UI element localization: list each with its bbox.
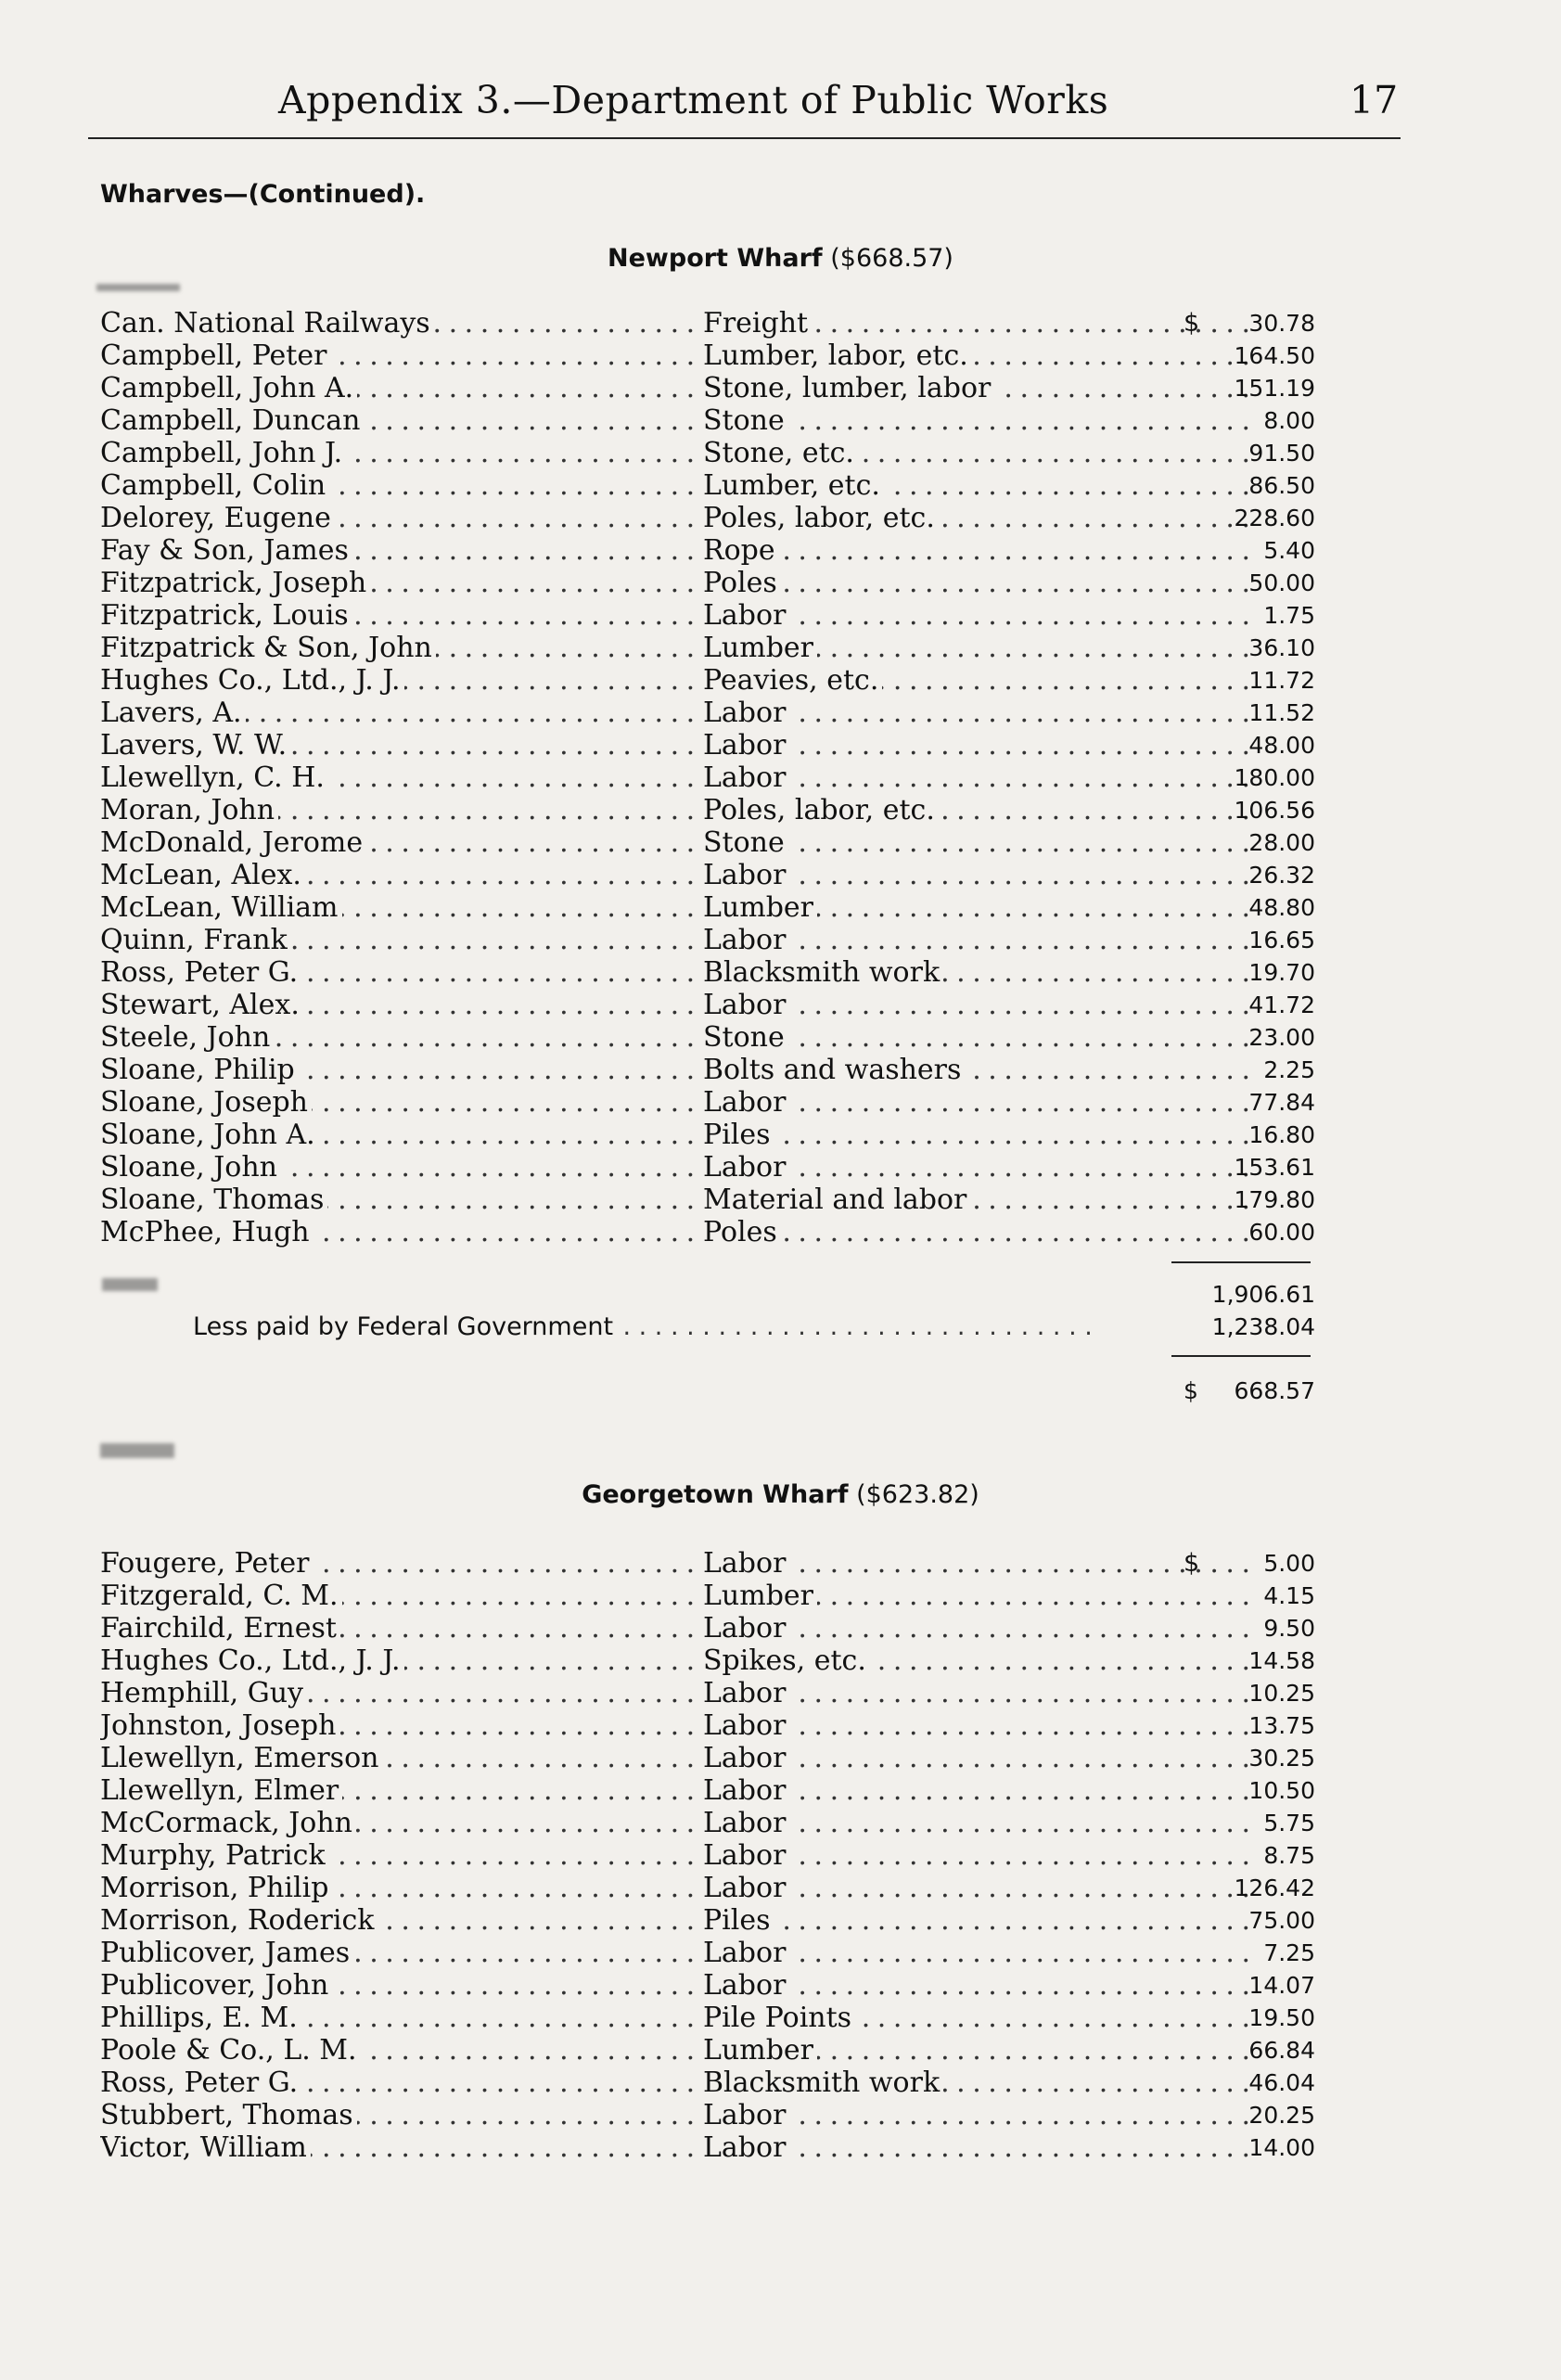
expense-amount: 228.60 [1234,505,1315,531]
header-rule [88,137,1401,139]
currency-sign: $ [1184,1549,1200,1578]
payee-name: Poole & Co., L. M. . . . [100,2034,703,2067]
expense-amount: 16.80 [1248,1121,1315,1148]
expense-item: Poles, labor, etc. . . . [703,502,1260,534]
payee-name: Sloane, John A. . . . [100,1119,703,1151]
payee-name: Delorey, Eugene . . . [100,502,703,534]
expense-row [100,1969,1315,2002]
payee-name: McCormack, John . . . [100,1807,703,1839]
expense-item: Labor . . . [703,1677,1260,1709]
expense-row [100,989,1315,1021]
expense-row [100,2034,1315,2067]
expense-amount: 1.75 [1263,602,1315,629]
payee-name: McLean, Alex. . . . [100,859,703,891]
newport-wharf-name: Newport Wharf [608,244,823,273]
payee-name: Fitzpatrick, Louis . . . [100,599,703,632]
payee-name: Llewellyn, Elmer . . . [100,1774,703,1807]
payee-name: Hemphill, Guy . . . [100,1677,703,1709]
net-rule [1171,1355,1311,1357]
payee-name: McDonald, Jerome . . . [100,826,703,859]
expense-item: Labor . . . [703,1547,1260,1580]
expense-item: Labor . . . [703,1086,1260,1119]
expense-amount: 10.25 [1248,1680,1315,1707]
newport-less-line [0,1311,1315,1343]
expense-amount: 41.72 [1248,992,1315,1018]
payee-name: McLean, William . . . [100,891,703,924]
expense-row [100,502,1315,534]
expense-amount: 151.19 [1234,375,1315,402]
expense-amount: 19.50 [1248,2004,1315,2031]
expense-row [100,1807,1315,1839]
expense-row [100,1677,1315,1709]
expense-row [100,761,1315,794]
expense-row [100,826,1315,859]
expense-row [100,1742,1315,1774]
newport-expense-list [100,307,1315,1248]
payee-name: Quinn, Frank . . . [100,924,703,956]
newport-subtotal-line [0,1278,1315,1311]
expense-item: Poles . . . [703,567,1260,599]
expense-item: Piles . . . [703,1904,1260,1937]
expense-amount: 5.40 [1263,537,1315,564]
expense-row [100,859,1315,891]
georgetown-expense-list [100,1547,1315,2164]
payee-name: Campbell, Peter . . . [100,339,703,372]
expense-item: Poles, labor, etc. . . . [703,794,1260,826]
expense-amount: 11.72 [1248,667,1315,694]
page-number: 17 [1350,78,1399,122]
payee-name: Stewart, Alex. . . . [100,989,703,1021]
expense-item: Stone, etc. . . . [703,437,1260,469]
expense-item: Lumber, etc. . . . [703,469,1260,502]
expense-amount: 30.25 [1248,1745,1315,1772]
payee-name: Phillips, E. M. . . . [100,2002,703,2034]
expense-amount: 13.75 [1248,1712,1315,1739]
payee-name: Sloane, Thomas . . . [100,1184,703,1216]
expense-row [100,632,1315,664]
expense-row [100,1547,1315,1580]
expense-row [100,404,1315,437]
payee-name: Campbell, John A. . . . [100,372,703,404]
subtotal-rule [1171,1261,1311,1263]
payee-name: Llewellyn, Emerson . . . [100,1742,703,1774]
expense-row [100,664,1315,697]
payee-name: Fitzgerald, C. M. . . . [100,1580,703,1612]
payee-name: Fitzpatrick, Joseph . . . [100,567,703,599]
expense-amount: 48.80 [1248,894,1315,921]
newport-net-amount: 668.57 [1234,1377,1315,1404]
expense-amount: 179.80 [1234,1186,1315,1213]
expense-item: Blacksmith work . . . [703,956,1260,989]
georgetown-wharf-total: ($623.82) [856,1480,979,1509]
newport-wharf-heading [0,244,1561,273]
expense-row [100,1904,1315,1937]
expense-item: Blacksmith work . . . [703,2067,1260,2099]
expense-amount: 180.00 [1234,764,1315,791]
payee-name: Sloane, Joseph . . . [100,1086,703,1119]
newport-subtotal: 1,906.61 [1211,1281,1315,1308]
expense-item: Labor . . . [703,599,1260,632]
expense-item: Lumber, labor, etc. . . . [703,339,1260,372]
expense-row [100,307,1315,339]
expense-item: Lumber . . . [703,1580,1260,1612]
expense-row [100,1216,1315,1248]
expense-row [100,1580,1315,1612]
expense-item: Stone . . . [703,404,1260,437]
payee-name: Fairchild, Ernest . . . [100,1612,703,1644]
expense-row [100,1709,1315,1742]
less-federal-amount: 1,238.04 [1211,1313,1315,1340]
expense-amount: 28.00 [1248,829,1315,856]
expense-row [100,1774,1315,1807]
expense-amount: 91.50 [1248,440,1315,467]
expense-amount: 19.70 [1248,959,1315,986]
expense-row [100,924,1315,956]
expense-amount: 5.75 [1263,1810,1315,1836]
expense-amount: 66.84 [1248,2037,1315,2064]
expense-amount: 75.00 [1248,1907,1315,1934]
payee-name: Lavers, A. . . . [100,697,703,729]
expense-row [100,1086,1315,1119]
expense-item: Stone . . . [703,826,1260,859]
expense-item: Material and labor . . . [703,1184,1260,1216]
payee-name: Fay & Son, James . . . [100,534,703,567]
expense-row [100,1184,1315,1216]
expense-amount: 153.61 [1234,1154,1315,1181]
payee-name: Moran, John . . . [100,794,703,826]
expense-row [100,1151,1315,1184]
expense-amount: 5.00 [1263,1550,1315,1577]
expense-row [100,1644,1315,1677]
expense-row [100,794,1315,826]
expense-amount: 2.25 [1263,1056,1315,1083]
payee-name: Lavers, W. W. . . . [100,729,703,761]
payee-name: McPhee, Hugh . . . [100,1216,703,1248]
expense-item: Stone, lumber, labor . . . [703,372,1260,404]
newport-wharf-total: ($668.57) [830,244,953,273]
expense-row [100,599,1315,632]
payee-name: Morrison, Philip . . . [100,1872,703,1904]
expense-item: Labor . . . [703,989,1260,1021]
expense-item: Spikes, etc. . . . [703,1644,1260,1677]
expense-amount: 20.25 [1248,2102,1315,2129]
payee-name: Victor, William . . . [100,2131,703,2164]
expense-row [100,437,1315,469]
expense-row [100,2067,1315,2099]
expense-item: Labor . . . [703,1969,1260,2002]
expense-item: Freight . . . [703,307,1260,339]
expense-amount: 11.52 [1248,699,1315,726]
expense-row [100,2002,1315,2034]
georgetown-wharf-heading [0,1480,1561,1509]
expense-item: Rope . . . [703,534,1260,567]
expense-amount: 46.04 [1248,2069,1315,2096]
expense-amount: 8.75 [1263,1842,1315,1869]
expense-item: Labor . . . [703,2099,1260,2131]
payee-name: Campbell, Duncan . . . [100,404,703,437]
payee-name: Steele, John . . . [100,1021,703,1054]
payee-name: Fougere, Peter . . . [100,1547,703,1580]
expense-row [100,891,1315,924]
expense-item: Labor . . . [703,1612,1260,1644]
net-currency: $ [1184,1377,1198,1404]
expense-item: Labor . . . [703,859,1260,891]
expense-item: Labor . . . [703,729,1260,761]
expense-item: Labor . . . [703,924,1260,956]
expense-row [100,2099,1315,2131]
expense-row [100,1937,1315,1969]
payee-name: Stubbert, Thomas . . . [100,2099,703,2131]
expense-item: Labor . . . [703,697,1260,729]
expense-amount: 16.65 [1248,927,1315,953]
section-title: Wharves—(Continued). [100,180,426,209]
expense-row [100,339,1315,372]
expense-amount: 30.78 [1248,310,1315,337]
expense-row [100,1021,1315,1054]
expense-amount: 106.56 [1234,797,1315,824]
currency-sign: $ [1184,309,1200,338]
expense-item: Peavies, etc. . . . [703,664,1260,697]
expense-amount: 26.32 [1248,862,1315,889]
expense-row [100,697,1315,729]
expense-amount: 7.25 [1263,1939,1315,1966]
expense-amount: 14.00 [1248,2134,1315,2161]
expense-row [100,1839,1315,1872]
expense-item: Labor . . . [703,1807,1260,1839]
print-smudge [100,1443,174,1458]
payee-name: Can. National Railways . . . [100,307,703,339]
expense-row [100,2131,1315,2164]
expense-amount: 4.15 [1263,1582,1315,1609]
payee-name: Johnston, Joseph . . . [100,1709,703,1742]
expense-item: Labor . . . [703,1937,1260,1969]
expense-amount: 8.00 [1263,407,1315,434]
expense-item: Labor . . . [703,1742,1260,1774]
expense-amount: 77.84 [1248,1089,1315,1116]
expense-amount: 14.07 [1248,1972,1315,1999]
expense-row [100,534,1315,567]
expense-item: Labor . . . [703,2131,1260,2164]
payee-name: Fitzpatrick & Son, John . . . [100,632,703,664]
expense-amount: 23.00 [1248,1024,1315,1051]
print-smudge [96,284,180,291]
expense-amount: 50.00 [1248,569,1315,596]
expense-row [100,1054,1315,1086]
expense-item: Pile Points . . . [703,2002,1260,2034]
expense-item: Labor . . . [703,761,1260,794]
expense-row [100,729,1315,761]
payee-name: Publicover, John . . . [100,1969,703,2002]
less-federal-label: Less paid by Federal Government . . . [193,1311,1139,1343]
expense-item: Lumber . . . [703,2034,1260,2067]
georgetown-wharf-name: Georgetown Wharf [582,1480,849,1509]
expense-item: Labor . . . [703,1872,1260,1904]
expense-item: Lumber . . . [703,632,1260,664]
expense-amount: 10.50 [1248,1777,1315,1804]
payee-name: Morrison, Roderick . . . [100,1904,703,1937]
newport-net-line [0,1375,1315,1407]
payee-name: Campbell, Colin . . . [100,469,703,502]
expense-item: Labor . . . [703,1839,1260,1872]
payee-name: Publicover, James . . . [100,1937,703,1969]
expense-amount: 60.00 [1248,1219,1315,1246]
payee-name: Murphy, Patrick . . . [100,1839,703,1872]
expense-row [100,469,1315,502]
expense-amount: 48.00 [1248,732,1315,759]
payee-name: Ross, Peter G. . . . [100,956,703,989]
payee-name: Sloane, Philip . . . [100,1054,703,1086]
expense-amount: 126.42 [1234,1875,1315,1901]
payee-name: Llewellyn, C. H. . . . [100,761,703,794]
expense-amount: 86.50 [1248,472,1315,499]
expense-item: Labor . . . [703,1774,1260,1807]
expense-item: Bolts and washers . . . [703,1054,1260,1086]
expense-item: Labor . . . [703,1709,1260,1742]
expense-row [100,1872,1315,1904]
expense-item: Poles . . . [703,1216,1260,1248]
running-head: Appendix 3.—Department of Public Works [278,78,1109,122]
expense-row [100,1612,1315,1644]
expense-item: Lumber . . . [703,891,1260,924]
expense-amount: 36.10 [1248,634,1315,661]
expense-item: Labor . . . [703,1151,1260,1184]
expense-row [100,567,1315,599]
expense-row [100,956,1315,989]
payee-name: Campbell, John J. . . . [100,437,703,469]
payee-name: Hughes Co., Ltd., J. J. . . . [100,1644,703,1677]
payee-name: Sloane, John . . . [100,1151,703,1184]
expense-amount: 164.50 [1234,342,1315,369]
expense-row [100,372,1315,404]
expense-row [100,1119,1315,1151]
expense-item: Stone . . . [703,1021,1260,1054]
expense-item: Piles . . . [703,1119,1260,1151]
expense-amount: 9.50 [1263,1615,1315,1642]
expense-amount: 14.58 [1248,1647,1315,1674]
payee-name: Hughes Co., Ltd., J. J. . . . [100,664,703,697]
payee-name: Ross, Peter G. . . . [100,2067,703,2099]
